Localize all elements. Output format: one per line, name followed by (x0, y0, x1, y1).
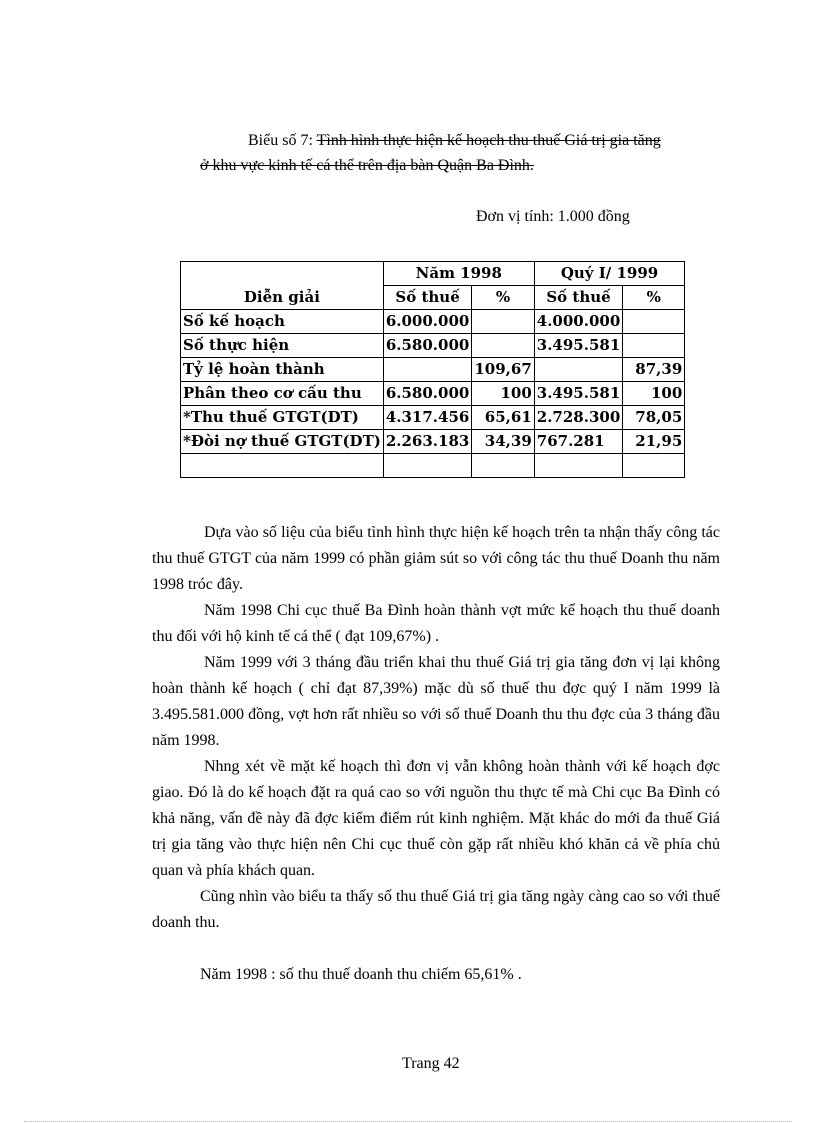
caption-colon: : (308, 132, 317, 149)
pct-1999: 78,05 (623, 406, 685, 430)
tax-1998: 2.263.183 (383, 430, 472, 454)
row-label: Số thực hiện (181, 334, 384, 358)
tax-1998: 6.000.000 (383, 310, 472, 334)
pct-1998: 34,39 (472, 430, 534, 454)
table-row (181, 454, 685, 478)
row-label: Phân theo cơ cấu thu (181, 382, 384, 406)
row-label (181, 454, 384, 478)
unit-note: Đơn vị tính: 1.000 đồng (476, 208, 630, 225)
tax-1999: 4.000.000 (534, 310, 623, 334)
body-text (152, 520, 720, 936)
pct-1998 (472, 454, 534, 478)
header-tax-2: Số thuế (534, 286, 623, 310)
paragraph: Dựa vào số liệu của biểu tình hình thực hiện kế hoạch trên ta nhận thấy công tác thu thuế GTGT của năm 1999 có phần giảm sút so với công tác thu thuế Doanh thu năm 1998 tróc đây. (152, 524, 720, 593)
table-caption-line-2: ở khu vực kinh tế cá thể trên địa bàn Quận Ba Đình. (200, 157, 534, 174)
header-row-1 (181, 262, 685, 286)
note-line: Năm 1998 : số thu thuế doanh thu chiếm 65,61% . (200, 966, 522, 983)
table-row (181, 406, 685, 430)
row-label: Số kế hoạch (181, 310, 384, 334)
pct-1998: 65,61 (472, 406, 534, 430)
tax-1998 (383, 358, 472, 382)
page-number: Trang 42 (402, 1055, 460, 1072)
header-year-1998: Năm 1998 (383, 262, 534, 286)
paragraph: Năm 1999 với 3 tháng đầu triển khai thu thuế Giá trị gia tăng đơn vị lại không hoàn thành kế hoạch ( chỉ đạt 87,39%) mặc dù số thuế thu đợc quý I năm 1999 là 3.495.581.000 đồng, vợt hơn rất nhiều so với số thuế Doanh thu thu đợc của 3 tháng đầu năm 1998. (152, 654, 720, 749)
tax-1998 (383, 454, 472, 478)
header-pct-1: % (472, 286, 534, 310)
table-row (181, 358, 685, 382)
tax-1999: 2.728.300 (534, 406, 623, 430)
pct-1999: 87,39 (623, 358, 685, 382)
header-tax-1: Số thuế (383, 286, 472, 310)
tax-1999 (534, 454, 623, 478)
pct-1998 (472, 334, 534, 358)
header-quarter-1999: Quý I/ 1999 (534, 262, 685, 286)
row-label: *Đòi nợ thuế GTGT(DT) (181, 430, 384, 454)
pct-1999: 100 (623, 382, 685, 406)
pct-1998: 100 (472, 382, 534, 406)
tax-1999 (534, 358, 623, 382)
tax-plan-table (180, 261, 685, 478)
pct-1998 (472, 310, 534, 334)
tax-1999: 767.281 (534, 430, 623, 454)
tax-1998: 6.580.000 (383, 382, 472, 406)
tax-1998: 6.580.000 (383, 334, 472, 358)
paragraph: Năm 1998 Chi cục thuế Ba Đình hoàn thành vợt mức kế hoạch thu thuế doanh thu đối với hộ kinh tế cá thể ( đạt 109,67%) . (152, 602, 720, 645)
table-row (181, 310, 685, 334)
table-row (181, 334, 685, 358)
row-label: Tỷ lệ hoàn thành (181, 358, 384, 382)
tax-1999: 3.495.581 (534, 334, 623, 358)
paragraph: Nhng xét về mặt kế hoạch thì đơn vị vẫn không hoàn thành với kế hoạch đợc giao. Đó là do kế hoạch đặt ra quá cao so với nguồn thu thực tế mà Chi cục Ba Đình có khả năng, vấn đề này đã đợc kiểm điểm rút kinh nghiệm. Mặt khác do mới đa thuế Giá trị gia tăng vào thực hiện nên Chi cục thuế còn gặp rất nhiều khó khăn cả về phía chủ quan và phía khách quan. (152, 758, 720, 879)
tax-1999: 3.495.581 (534, 382, 623, 406)
tax-1998: 4.317.456 (383, 406, 472, 430)
pct-1999 (623, 310, 685, 334)
row-label: *Thu thuế GTGT(DT) (181, 406, 384, 430)
pct-1998: 109,67 (472, 358, 534, 382)
pct-1999 (623, 454, 685, 478)
pct-1999 (623, 334, 685, 358)
pct-1999: 21,95 (623, 430, 685, 454)
caption-text-1: Tình hình thực hiện kế hoạch thu thuế Giá trị gia tăng (316, 132, 661, 149)
page-bottom-divider (24, 1121, 792, 1122)
table-row (181, 430, 685, 454)
caption-label: Biểu số 7 (248, 132, 309, 149)
table-caption-line-1 (248, 132, 661, 150)
header-description: Diễn giải (181, 262, 384, 310)
table-row (181, 382, 685, 406)
paragraph: Cũng nhìn vào biểu ta thấy số thu thuế Giá trị gia tăng ngày càng cao so với thuế doanh thu. (152, 888, 720, 931)
header-pct-2: % (623, 286, 685, 310)
